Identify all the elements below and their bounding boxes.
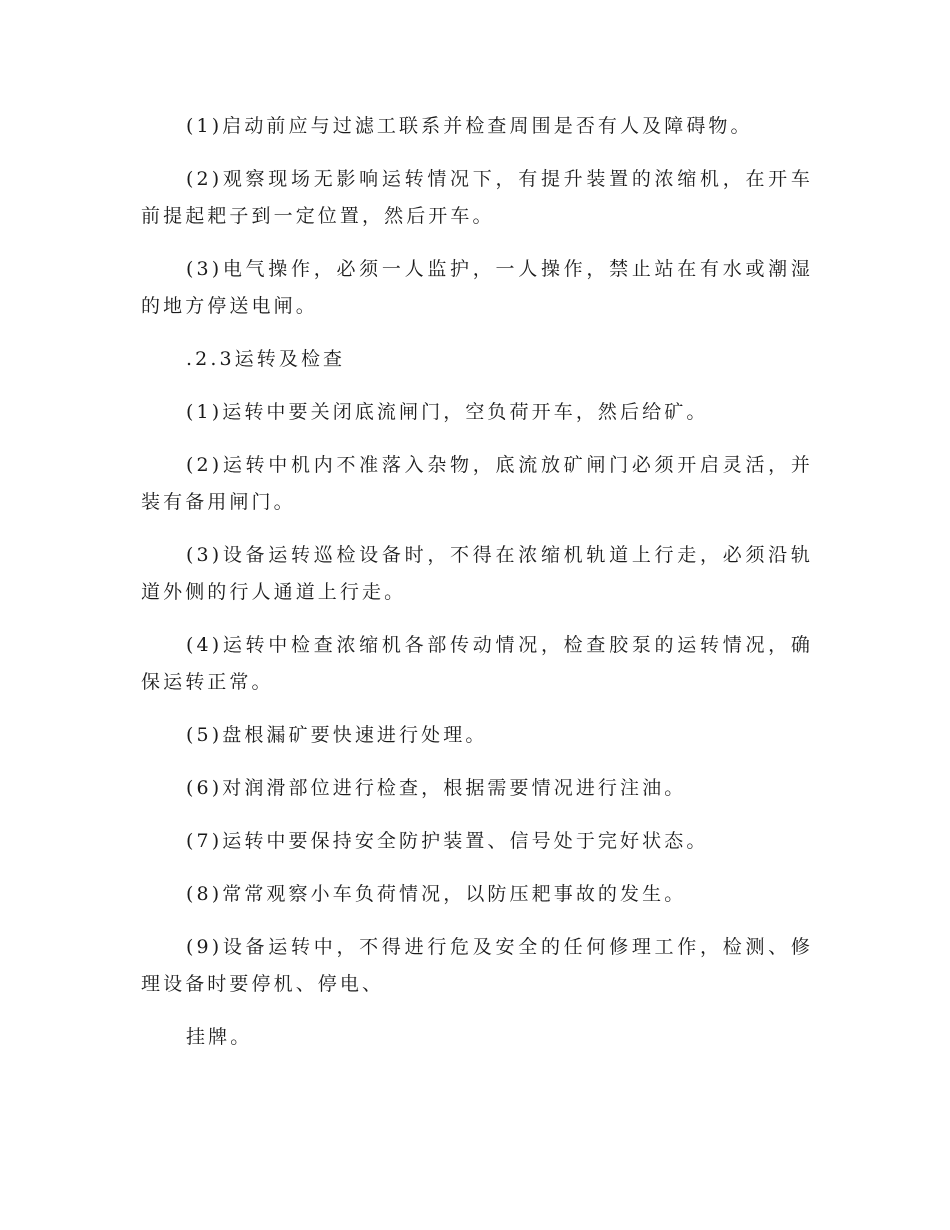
paragraph-no-debris: (2)运转中机内不准落入杂物，底流放矿闸门必须开启灵活，并装有备用闸门。 [141,454,813,513]
paragraph-transmission-check: (4)运转中检查浓缩机各部传动情况，检查胶泵的运转情况，确保运转正常。 [141,634,813,693]
paragraph-load-observation: (8)常常观察小车负荷情况，以防压耙事故的发生。 [186,883,687,905]
paragraph-electrical-operation: (3)电气操作，必须一人监护，一人操作，禁止站在有水或潮湿的地方停送电闸。 [141,258,813,317]
paragraph-startup-check: (1)启动前应与过滤工联系并检查周围是否有人及障碍物。 [186,115,753,137]
paragraph-repair-rules: (9)设备运转中，不得进行危及安全的任何修理工作，检测、修理设备时要停机、停电、 [141,936,813,995]
paragraph-tagout: 挂牌。 [186,1026,253,1048]
paragraph-lift-rake: (2)观察现场无影响运转情况下，有提升装置的浓缩机，在开车前提起耙子到一定位置，然后开车。 [141,168,813,227]
document-body [141,108,813,1072]
section-heading-operation-inspection: .2.3运转及检查 [186,348,346,370]
paragraph-close-gate: (1)运转中要关闭底流闸门，空负荷开车，然后给矿。 [186,401,709,423]
paragraph-safety-devices: (7)运转中要保持安全防护装置、信号处于完好状态。 [186,830,709,852]
paragraph-lubrication: (6)对润滑部位进行检查，根据需要情况进行注油。 [186,777,687,799]
paragraph-packing-leak: (5)盘根漏矿要快速进行处理。 [186,724,488,746]
paragraph-walkway: (3)设备运转巡检设备时，不得在浓缩机轨道上行走，必须沿轨道外侧的行人通道上行走。 [141,544,813,603]
